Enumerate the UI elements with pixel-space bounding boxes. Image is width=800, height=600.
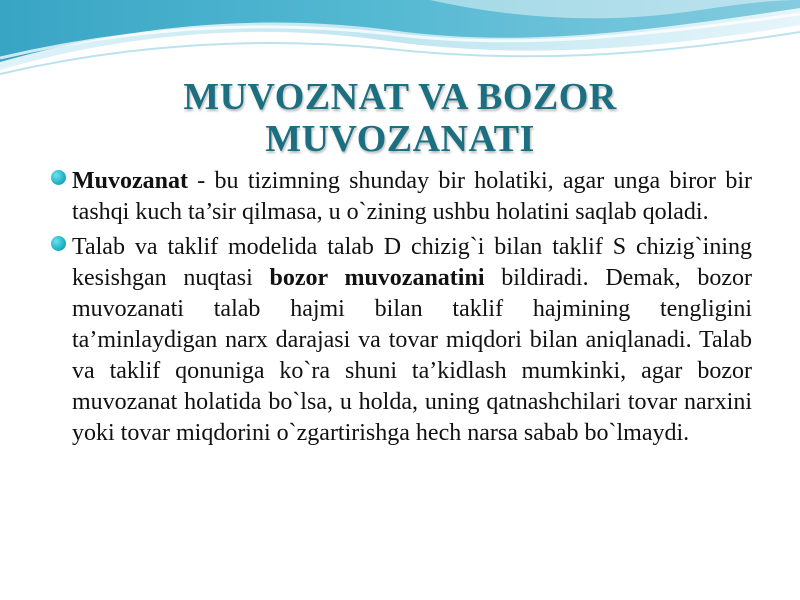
bullet-text-body: bildiradi. Demak, bozor muvozanati talab hajmi bilan taklif hajmining tengligini ta’minlaydigan narx darajasi va tovar miqdori bilan aniqlanadi. Talab va taklif qonuniga ko`ra shuni ta’kidlash mumkinki, agar bozor muvozanat holatida bo`lsa, u holda, uning qatnashchilari tovar narxini yoki tovar miqdorini o`zgartirishga hech narsa sabab bo`lmaydi. <box>72 265 753 446</box>
bold-term: Muvozanat <box>72 168 188 194</box>
bold-term: bozor muvozanatini <box>269 265 485 291</box>
bullet-text-body: - bu tizimning shunday bir holatiki, agar unga biror bir tashqi kuch ta’sir qilmasa, u o`zining ushbu holatini saqlab qoladi. <box>72 168 752 225</box>
bullet-text-intro: Talab va taklif modelida talab D chizig`i bilan taklif S chizig`ining kesishgan nuqtasi <box>72 234 752 291</box>
slide-title-line2: MUVOZANATI <box>265 118 535 160</box>
slide-title <box>100 76 700 160</box>
bullet-dot-icon <box>51 170 66 185</box>
bullet-item-muvozanat <box>50 166 752 228</box>
slide-content <box>50 166 752 453</box>
bullet-text <box>72 232 752 449</box>
bullet-item-bozor-muvozanati <box>50 232 752 449</box>
bullet-dot-icon <box>51 236 66 251</box>
slide-title-line1: MUVOZNAT VA BOZOR <box>183 76 617 118</box>
bullet-text <box>72 166 752 228</box>
